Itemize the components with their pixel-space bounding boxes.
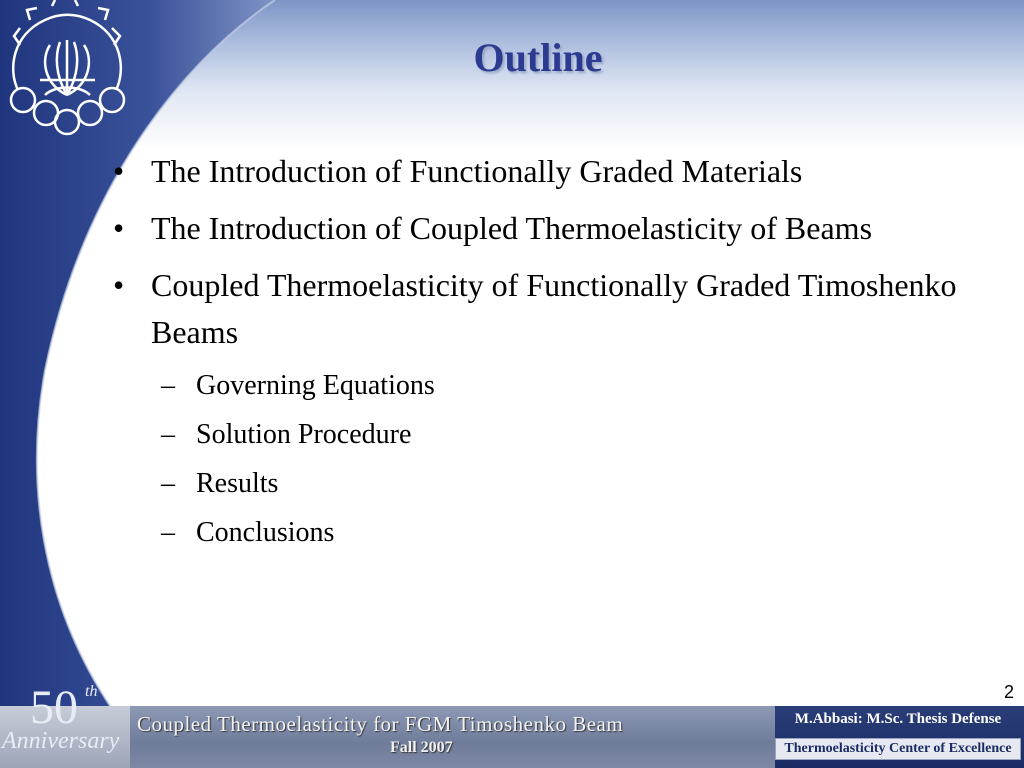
footer-date: Fall 2007: [390, 739, 453, 756]
bullet-text: Coupled Thermoelasticity of Functionally Graded Timoshenko Beams: [151, 267, 957, 350]
sub-bullet-item: [113, 513, 1003, 552]
bullet-item: [113, 148, 1003, 195]
sub-bullet-item: [113, 464, 1003, 503]
bullet-mark: •: [113, 267, 125, 303]
sub-bullet-text: Results: [196, 468, 279, 499]
dash-mark: –: [161, 468, 175, 499]
sub-bullet-item: [113, 415, 1003, 454]
page-number: 2: [1003, 682, 1014, 702]
bullet-item: [113, 205, 1003, 252]
bullet-text: The Introduction of Functionally Graded Materials: [151, 153, 803, 189]
sub-bullet-text: Solution Procedure: [196, 419, 412, 450]
anniversary-text: Anniversary: [2, 728, 120, 754]
dash-mark: –: [161, 370, 175, 401]
dash-mark: –: [161, 517, 175, 548]
dash-mark: –: [161, 419, 175, 450]
anniversary-number: 50: [30, 681, 78, 734]
sub-bullet-text: Governing Equations: [196, 370, 435, 401]
footer-author: M.Abbasi: M.Sc. Thesis Defense: [794, 711, 1002, 727]
anniversary-suffix: th: [85, 683, 98, 700]
bullet-text: The Introduction of Coupled Thermoelasticity of Beams: [151, 210, 873, 246]
footer-title: Coupled Thermoelasticity for FGM Timoshenko Beam: [137, 712, 624, 736]
outline-list: [113, 148, 1003, 562]
footer-center-name: Thermoelasticity Center of Excellence: [775, 738, 1021, 760]
bullet-mark: •: [113, 210, 125, 246]
bullet-item: [113, 262, 1003, 356]
sub-bullet-text: Conclusions: [196, 517, 335, 548]
bullet-mark: •: [113, 153, 125, 189]
sub-bullet-item: [113, 366, 1003, 405]
slide-title: Outline: [473, 35, 603, 80]
